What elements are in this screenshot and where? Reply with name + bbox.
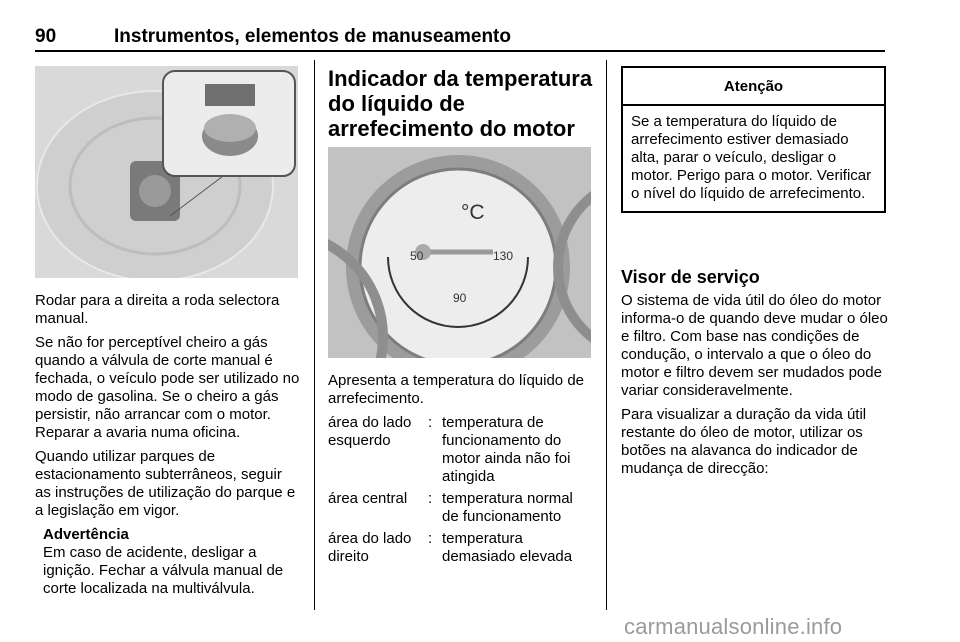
definition-term: área central: [328, 490, 408, 507]
attention-box: [621, 66, 886, 213]
definition-colon: :: [428, 490, 433, 507]
column-1-text: [35, 292, 300, 598]
definition-term: área do lado direito: [328, 530, 412, 565]
column-2-heading: [328, 66, 593, 152]
temperature-gauge-illustration: [328, 147, 591, 358]
gauge-mid-label: 90: [453, 291, 467, 305]
paragraph: Para visualizar a duração da vida útil restante do óleo de motor, utilizar os botões na alavanca do indicador de mudança de direcção:: [621, 406, 867, 477]
attention-text: Se a temperatura do líquido de arrefecimento estiver demasiado alta, parar o veículo, desligar o motor. Perigo para o motor. Verificar o nível do líquido de arrefecimento.: [631, 113, 872, 202]
column-2-text: [328, 372, 593, 570]
header-rule: [35, 50, 885, 52]
definition-desc: temperatura normal de funcionamento: [442, 490, 573, 525]
definition-desc: temperatura demasiado elevada: [442, 530, 573, 565]
section-heading: Indicador da temperatura do líquido de arrefecimento do motor: [328, 66, 593, 141]
column-3-text: [621, 266, 889, 484]
definition-row: [328, 530, 593, 566]
watermark: carmanualsonline.info: [624, 614, 843, 639]
definition-row: [328, 490, 593, 526]
gauge-unit-label: °C: [461, 201, 485, 224]
definition-desc: temperatura de funcionamento do motor ainda não foi atingida: [442, 414, 571, 485]
paragraph: Quando utilizar parques de estacionamento subterrâneos, seguir as instruções de utilização do parque e a legislação em vigor.: [35, 448, 296, 519]
attention-title: Atenção: [623, 68, 884, 106]
column-divider-2: [606, 60, 607, 610]
warning-note: [43, 526, 300, 598]
page-number: 90: [35, 26, 57, 47]
paragraph: Apresenta a temperatura do líquido de arrefecimento.: [328, 372, 585, 407]
definition-row: [328, 414, 593, 486]
paragraph: Se não for perceptível cheiro a gás quando a válvula de corte manual é fechada, o veículo pode ser utilizado no modo de gasolina. Se o cheiro a gás persistir, não arrancar com o motor. Reparar a avaria numa oficina.: [35, 334, 300, 441]
section-heading: Visor de serviço: [621, 267, 760, 287]
paragraph: Rodar para a direita a roda selectora manual.: [35, 292, 280, 327]
column-divider-1: [314, 60, 315, 610]
warning-text: Em caso de acidente, desligar a ignição. Fechar a válvula manual de corte localizada na multiválvula.: [43, 544, 284, 597]
page-title: Instrumentos, elementos de manuseamento: [114, 26, 511, 47]
definition-term: área do lado esquerdo: [328, 414, 412, 449]
gauge-low-label: 50: [410, 249, 424, 263]
definition-colon: :: [428, 530, 433, 547]
paragraph: O sistema de vida útil do óleo do motor informa-o de quando deve mudar o óleo e filtro. Com base nas condições de condução, o intervalo a que o óleo do motor e filtro devem ser mudados pode variar consideravelmente.: [621, 292, 888, 399]
gauge-high-label: 130: [493, 249, 514, 263]
warning-title: Advertência: [43, 526, 129, 543]
definition-colon: :: [428, 414, 433, 431]
valve-illustration: [35, 66, 298, 278]
